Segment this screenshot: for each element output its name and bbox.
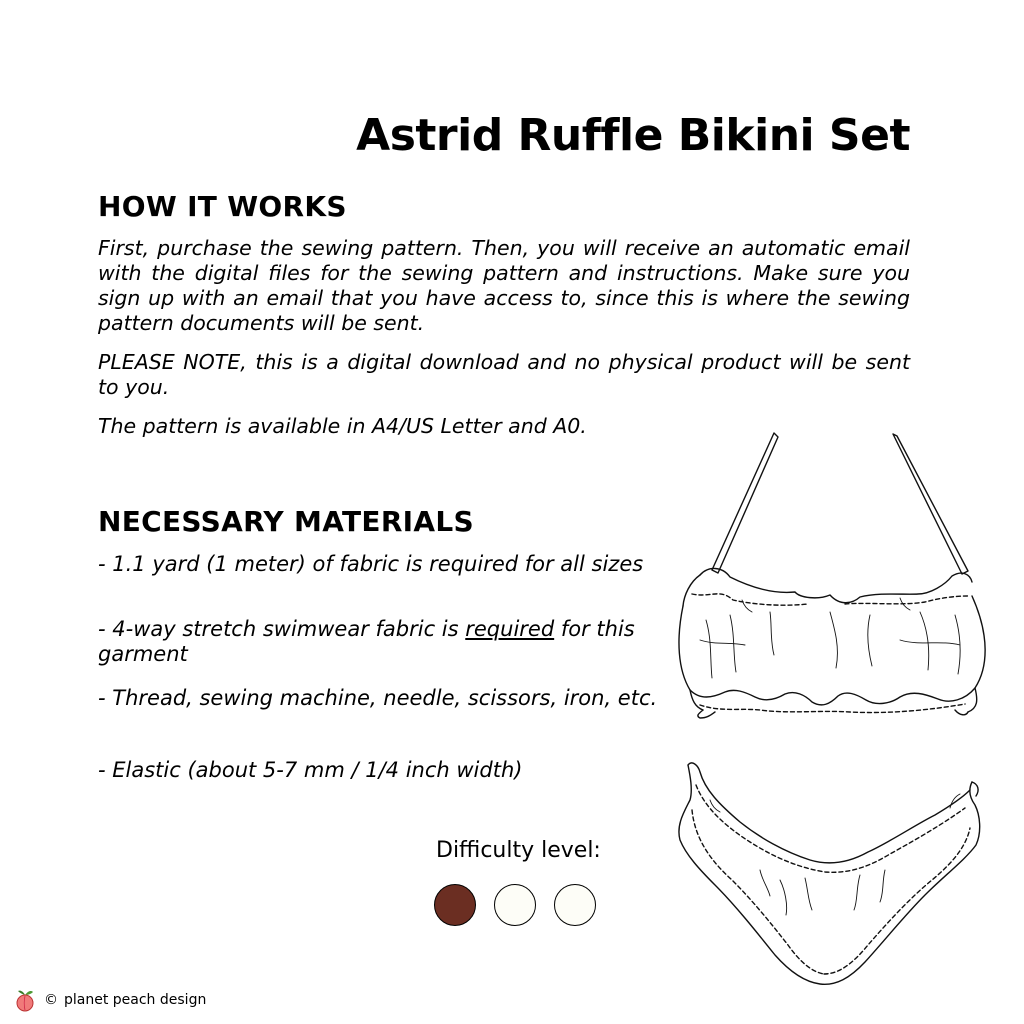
difficulty-dot-3 [554, 884, 596, 926]
how-it-works-heading: HOW IT WORKS [98, 190, 347, 223]
footer [12, 988, 206, 1012]
how-it-works-paragraph-2: PLEASE NOTE, this is a digital download and no physical product will be sent to you. [98, 350, 910, 399]
difficulty-dot-1 [434, 884, 476, 926]
materials-item-fabric-amount: - 1.1 yard (1 meter) of fabric is required for all sizes [98, 552, 644, 576]
materials-heading: NECESSARY MATERIALS [98, 505, 474, 538]
materials-item-elastic: - Elastic (about 5-7 mm / 1/4 inch width) [98, 758, 523, 782]
difficulty-label: Difficulty level: [436, 838, 601, 863]
peach-icon [12, 988, 38, 1012]
page-title: Astrid Ruffle Bikini Set [356, 110, 910, 161]
required-emphasis: required [465, 617, 555, 641]
materials-item-text: - 4-way stretch swimwear fabric is [98, 617, 466, 641]
difficulty-dot-2 [494, 884, 536, 926]
materials-item-tools: - Thread, sewing machine, needle, scissors, iron, etc. [98, 686, 658, 710]
how-it-works-paragraph-1: First, purchase the sewing pattern. Then, you will receive an automatic email with the digital files for the sewing pattern and instructions. Make sure you sign up with an email that you have access to, since this is where the sewing pattern documents will be sent. [98, 236, 910, 335]
brand-name: planet peach design [64, 992, 207, 1008]
how-it-works-paragraph-3: The pattern is available in A4/US Letter and A0. [98, 414, 587, 438]
copyright-symbol: © [44, 992, 58, 1008]
bikini-illustration [660, 420, 1000, 1000]
materials-item-fabric-type [98, 617, 658, 667]
materials-item-text: for this garment [98, 617, 635, 666]
